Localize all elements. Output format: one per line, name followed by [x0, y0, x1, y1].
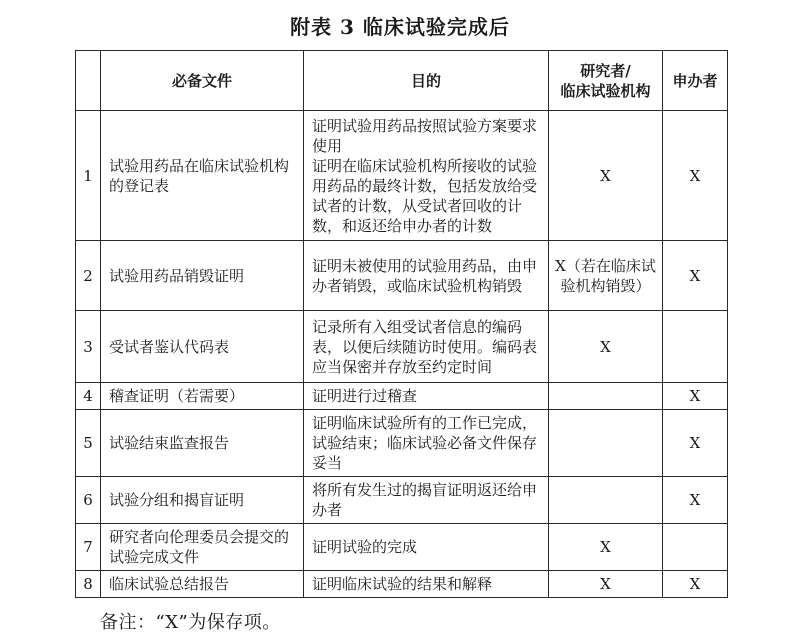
- purpose: [304, 111, 549, 241]
- sponsor-mark: X: [663, 241, 728, 311]
- sponsor-mark: X: [663, 410, 728, 477]
- investigator-mark: X（若在临床试验机构销毁）: [549, 241, 663, 311]
- sponsor-mark: [663, 524, 728, 571]
- purpose: 证明未被使用的试验用药品，由申办者销毁，或临床试验机构销毁: [304, 241, 549, 311]
- document-name: 稽查证明（若需要）: [101, 383, 304, 410]
- page-title: 附表 3 临床试验完成后: [290, 15, 510, 39]
- purpose: 将所有发生过的揭盲证明返还给申办者: [304, 477, 549, 524]
- sponsor-mark: X: [663, 383, 728, 410]
- purpose-paragraph: 证明在临床试验机构所接收的试验用药品的最终计数，包括发放给受试者的计数，从受试者回收的计数，和返还给申办者的计数: [312, 156, 538, 235]
- table-row: [76, 383, 728, 410]
- purpose: 证明临床试验的结果和解释: [304, 571, 549, 598]
- header-investigator-line1: 研究者/: [580, 61, 631, 80]
- header-investigator: [549, 51, 663, 111]
- table-row: [76, 524, 728, 571]
- row-number: 5: [76, 410, 101, 477]
- purpose: 证明进行过稽查: [304, 383, 549, 410]
- sponsor-mark: [663, 311, 728, 383]
- table-row: [76, 571, 728, 598]
- investigator-mark: X: [549, 571, 663, 598]
- document-name: 研究者向伦理委员会提交的试验完成文件: [101, 524, 304, 571]
- investigator-mark: [549, 383, 663, 410]
- purpose-paragraph: 证明试验用药品按照试验方案要求使用: [312, 116, 538, 155]
- document-name: 临床试验总结报告: [101, 571, 304, 598]
- purpose: 证明临床试验所有的工作已完成，试验结束；临床试验必备文件保存妥当: [304, 410, 549, 477]
- investigator-mark: X: [549, 524, 663, 571]
- header-num: [76, 51, 101, 111]
- sponsor-mark: X: [663, 571, 728, 598]
- table-row: [76, 111, 728, 241]
- row-number: 7: [76, 524, 101, 571]
- header-sponsor: 申办者: [663, 51, 728, 111]
- table-row: [76, 477, 728, 524]
- document-name: 试验用药品在临床试验机构的登记表: [101, 111, 304, 241]
- row-number: 4: [76, 383, 101, 410]
- footnote: 备注：“X”为保存项。: [100, 612, 281, 633]
- header-document: 必备文件: [101, 51, 304, 111]
- investigator-mark: [549, 477, 663, 524]
- table-row: [76, 311, 728, 383]
- investigator-mark: [549, 410, 663, 477]
- document-name: 试验分组和揭盲证明: [101, 477, 304, 524]
- table-row: [76, 410, 728, 477]
- investigator-mark: X: [549, 111, 663, 241]
- sponsor-mark: X: [663, 111, 728, 241]
- purpose: 证明试验的完成: [304, 524, 549, 571]
- document-name: 试验用药品销毁证明: [101, 241, 304, 311]
- header-purpose: 目的: [304, 51, 549, 111]
- investigator-mark: X: [549, 311, 663, 383]
- document-name: 受试者鉴认代码表: [101, 311, 304, 383]
- row-number: 3: [76, 311, 101, 383]
- sponsor-mark: X: [663, 477, 728, 524]
- header-investigator-line2: 临床试验机构: [560, 81, 651, 100]
- document-name: 试验结束监查报告: [101, 410, 304, 477]
- row-number: 6: [76, 477, 101, 524]
- purpose: 记录所有入组受试者信息的编码表，以便后续随访时使用。编码表应当保密并存放至约定时间: [304, 311, 549, 383]
- row-number: 2: [76, 241, 101, 311]
- essential-documents-table: [75, 50, 728, 598]
- row-number: 1: [76, 111, 101, 241]
- table-row: [76, 241, 728, 311]
- table-header-row: [76, 51, 728, 111]
- row-number: 8: [76, 571, 101, 598]
